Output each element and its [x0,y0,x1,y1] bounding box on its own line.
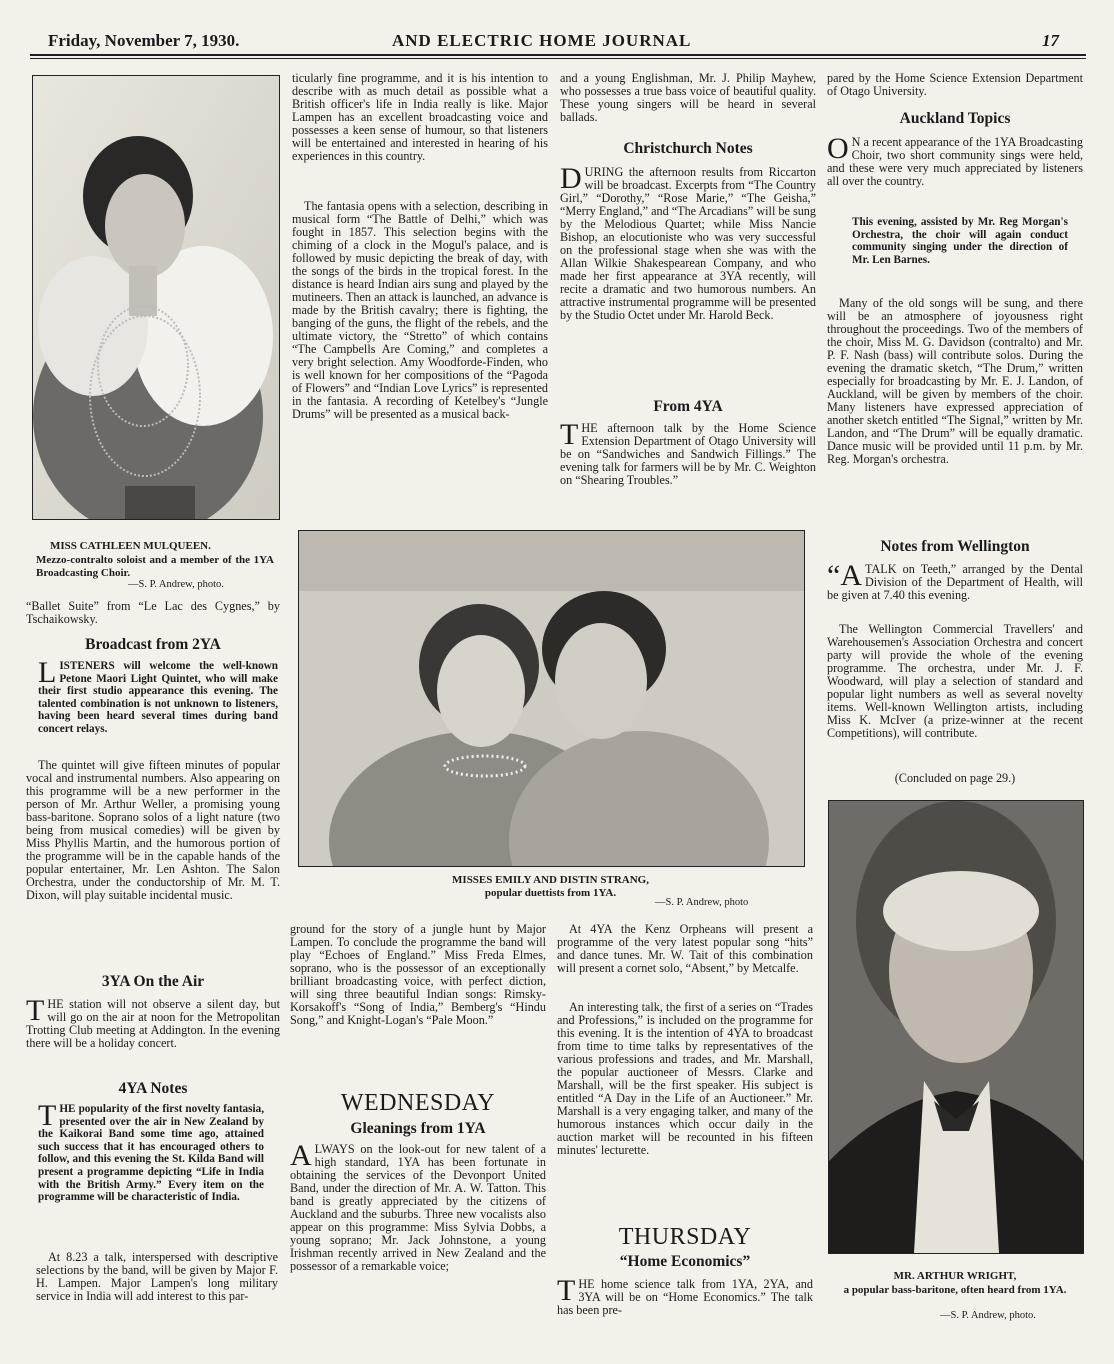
heading-gleanings-1ya: Gleanings from 1YA [350,1120,486,1137]
concluded-note: (Concluded on page 29.) [894,771,1016,785]
header-rule [30,54,1086,56]
col3-para-6-text: HE home science talk from 1YA, 2YA, and 3YA will be on “Home Economics.” The talk has been pre- [557,1277,813,1317]
heading-thursday: THURSDAY [618,1224,752,1250]
dropcap-t2: T [38,1099,57,1132]
col3-para-6 [557,1274,813,1317]
heading-christchurch-notes: Christchurch Notes [623,140,753,157]
col2-para-3: ground for the story of a jungle hunt by Major Lampen. To conclude the programme the band will play “Echoes of England.” Miss Freda Elmes, soprano, who is the possessor of an exceptionally brilliant broadcasting voice, with perfect diction, will sing three beautiful Indian songs: Rimsky-Korsakoff's “Song of India,” Bemberg's “Hindu Song,” and Knight-Logan's “Pale Moon.” [290,922,546,1027]
page-number: 17 [1042,31,1059,50]
wright-caption-desc: a popular bass-baritone, often heard from 1YA. [843,1284,1067,1296]
mulqueen-photo-credit: —S. P. Andrew, photo. [128,579,224,590]
col2-para-1: ticularly fine programme, and it is his intention to describe with as much detail as possible what a British officer's life in India really is like. Major Lampen has an excellent broadcasting voice and possesses a keen sense of humour, so that listeners will be entertained and interested in hearing of his experiences in this country. [292,71,548,163]
col3-para-3 [560,418,816,487]
dropcap-a2-letter: A [840,559,862,592]
strang-photo-credit: —S. P. Andrew, photo [655,897,749,908]
heading-4ya-notes: 4YA Notes [118,1080,188,1097]
heading-from-4ya: From 4YA [653,398,723,415]
para-4ya-1 [38,1099,264,1204]
dropcap-a: A [290,1139,312,1172]
dropcap-l: L [38,656,57,689]
heading-notes-wellington: Notes from Wellington [880,538,1030,555]
col3-para-2-text: URING the afternoon results from Riccarton will be broadcast. Excerpts from “The Country Girl,” “Dorothy,” “Rose Marie,” “The Geisha,” “Merry England,” and “The Arcadians” will be sung by the Melodious Quartet; while Miss Nancie Bishop, an elocutioniste who was very successful on the professional stage when she was with the Allan Wilkie Shakespearean Company, and who made her first appearance at 3YA recently, will recite a dramatic and two humorous numbers. An attractive instrumental programme will be presented by the Studio Octet under Mr. Harold Beck. [560,165,816,322]
col3-para-1: and a young Englishman, Mr. J. Philip Mayhew, who possesses a true bass voice of beautiful quality. These young singers will be heard in several ballads. [560,71,816,124]
para-2ya-1 [38,656,278,736]
col3-para-4: At 4YA the Kenz Orpheans will present a programme of the very latest popular song “hits” and dance tunes. Mr. W. Tait of this combination will present a cornet solo, “Absent,” by Metcalfe. [557,922,813,975]
col4-para-5-text: TALK on Teeth,” arranged by the Dental Division of the Department of Health, will be given at 7.40 this evening. [827,562,1083,602]
col3-para-5: An interesting talk, the first of a series on “Trades and Professions,” is included on the programme for this evening. It is the intention of 4YA to broadcast from time to time talks by representatives of the various professions and trades, and Mr. Marshall, the popular auctioneer of Messrs. Clarke and Marshall, will be the first speaker. His subject is entitled “A Day in the Life of an Auctioneer.” Mr. Marshall is a very engaging talker, and many of the humorous instances which occur daily in the auction market will be recounted in his fifteen minutes' lecturette. [557,1000,813,1157]
para-2ya-2: The quintet will give fifteen minutes of popular vocal and instrumental numbers. Also appearing on this programme will be a new performer in the person of Mr. Arthur Weller, a promising young bass-baritone. Soprano solos of a light nature (two being from musical comedies) will be given by Miss Phyllis Martin, and the humorous portion of the programme will be in the capable hands of the popular entertainer, Mr. Len Ashton. The Salon Orchestra, under the conductorship of Mr. M. T. Dixon, will play suitable incidental music. [26,758,280,902]
col4-para-3: This evening, assisted by Mr. Reg Morgan's Orchestra, the choir will again conduct community singing under the direction of Mr. Len Barnes. [852,216,1068,266]
dropcap-t3: T [560,418,579,451]
para-2ya-1-text: ISTENERS will welcome the well-known Petone Maori Light Quintet, who will make their first studio appearance this evening. The talented combination is not unknown to listeners, having been heard several times during band concert relays. [38,660,278,735]
col4-para-6: The Wellington Commercial Travellers' and Warehousemen's Association Orchestra and concert party will provide the whole of the evening programme. The orchestra, under Mr. J. F. Woodward, will play a selection of standard and popular light numbers as well as several novelty items. Well-known Wellington artists, including Miss K. McIver (a prize-winner at the recent Competitions), will contribute. [827,622,1083,740]
wright-photo-credit: —S. P. Andrew, photo. [940,1310,1036,1321]
col3-para-2 [560,162,816,322]
ballet-text: “Ballet Suite” from “Le Lac des Cygnes,” by Tschaikowsky. [26,599,280,626]
para-3ya [26,994,280,1050]
portrait-photo-mulqueen [32,75,280,520]
para-4ya-2: At 8.23 a talk, interspersed with descriptive selections by the band, will be given by Major F. H. Lampen. Major Lampen's long military service in India will add interest to this par- [36,1250,278,1303]
col2-para-4-text: LWAYS on the look-out for new talent of a high standard, 1YA has been fortunate in obtaining the services of the Devonport United Band, under the direction of Mr. A. W. Tatton. This band is greatly appreciated by the citizens of Auckland and the suburbs. Three new vocalists also appear on this programme: Miss Sylvia Dobbs, a young soprano; Mr. Jack Johnstone, a young Irishman recently arrived in New Zealand and the possessor of a remarkable voice; [290,1142,546,1273]
heading-3ya-on-air: 3YA On the Air [101,973,205,990]
col2-para-2: The fantasia opens with a selection, describing in musical form “The Battle of Delhi,” which was fought in 1857. This selection begins with the chiming of a clock in the Mogul's palace, and is followed by music depicting the break of day, with the songs of the birds in the tropical forest. In the distance is heard Indian airs sung and played by the mutineers. Then an attack is launched, an advance is made by the British cavalry; there is fighting, the banging of the guns, the flight of the rebels, and the ultimate victory, the “Stretto” of which contains “The Campbells Are Coming,” and completes a very bright selection. Amy Woodforde-Finden, who is well known for her compositions of the “Pagoda of Flowers” and “Indian Love Lyrics” is represented in the fantasia. A recording of Ketelbey's “Jungle Drums” will be presented as a musical back- [292,199,548,421]
heading-wednesday: WEDNESDAY [340,1090,496,1116]
portrait-photo-strang [298,530,805,867]
col4-para-5 [827,559,1083,602]
portrait-photo-wright [828,800,1084,1254]
issue-date: Friday, November 7, 1930. [48,31,240,50]
heading-home-economics: “Home Economics” [619,1253,751,1270]
strang-caption-name: MISSES EMILY AND DISTIN STRANG, [452,874,649,886]
heading-broadcast-2ya: Broadcast from 2YA [85,636,221,653]
dropcap-t4: T [557,1274,576,1307]
col4-para-4: Many of the old songs will be sung, and there will be an atmosphere of joyousness right throughout the proceedings. Two of the members of the choir, Miss M. G. Davidson (contralto) and Mr. P. F. Nash (bass) will contribute solos. During the evening the dramatic sketch, “The Drum,” written especially for broadcasting by Mr. E. J. Landon, of Auckland, will be given by members of the choir. Many listeners have expressed appreciation of another sketch entitled “The Signal,” written by Mr. Landon, and “The Drum” will be equally dramatic. Dance music will be provided until 11 p.m. by Mr. Reg. Morgan's orchestra. [827,296,1083,466]
mulqueen-caption-name: MISS CATHLEEN MULQUEEN. [50,540,211,552]
strang-caption-desc: popular duettists from 1YA. [484,887,617,899]
journal-title: AND ELECTRIC HOME JOURNAL [392,31,692,50]
heading-auckland-topics: Auckland Topics [899,110,1011,127]
col3-para-3-text: HE afternoon talk by the Home Science Extension Department of Otago University will be on “Sandwiches and Sandwich Fillings.” The evening talk for farmers will be by Mr. C. Weighton on “Shearing Troubles.” [560,421,816,487]
col4-para-1: pared by the Home Science Extension Department of Otago University. [827,71,1083,98]
para-4ya-1-text: HE popularity of the first novelty fantasia, presented over the air in New Zealand by the Kaikorai Band some time ago, attained such success that it has encouraged others to follow, and this evening the St. Kilda Band will present a programme depicting “Life in India with the British Army.” Every item on the programme will be characteristic of India. [38,1103,264,1204]
col4-para-2 [827,132,1083,188]
para-3ya-text: HE station will not observe a silent day, but will go on the air at noon for the Metropolitan Trotting Club meeting at Addington. In the evening there will be a holiday concert. [26,997,280,1050]
dropcap-d: D [560,162,582,195]
col2-para-4 [290,1139,546,1273]
header-rule-thin [30,58,1086,59]
wright-caption-name: MR. ARTHUR WRIGHT, [893,1270,1017,1282]
col4-para-2-text: N a recent appearance of the 1YA Broadcasting Choir, two short community sings were held, and these were very much appreciated by listeners all over the country. [827,135,1083,188]
dropcap-o: O [827,132,849,165]
dropcap-t: T [26,994,45,1027]
dropcap-a2: “A [827,559,862,592]
mulqueen-caption-desc: Mezzo-contralto soloist and a member of the 1YA Broadcasting Choir. [36,554,274,579]
